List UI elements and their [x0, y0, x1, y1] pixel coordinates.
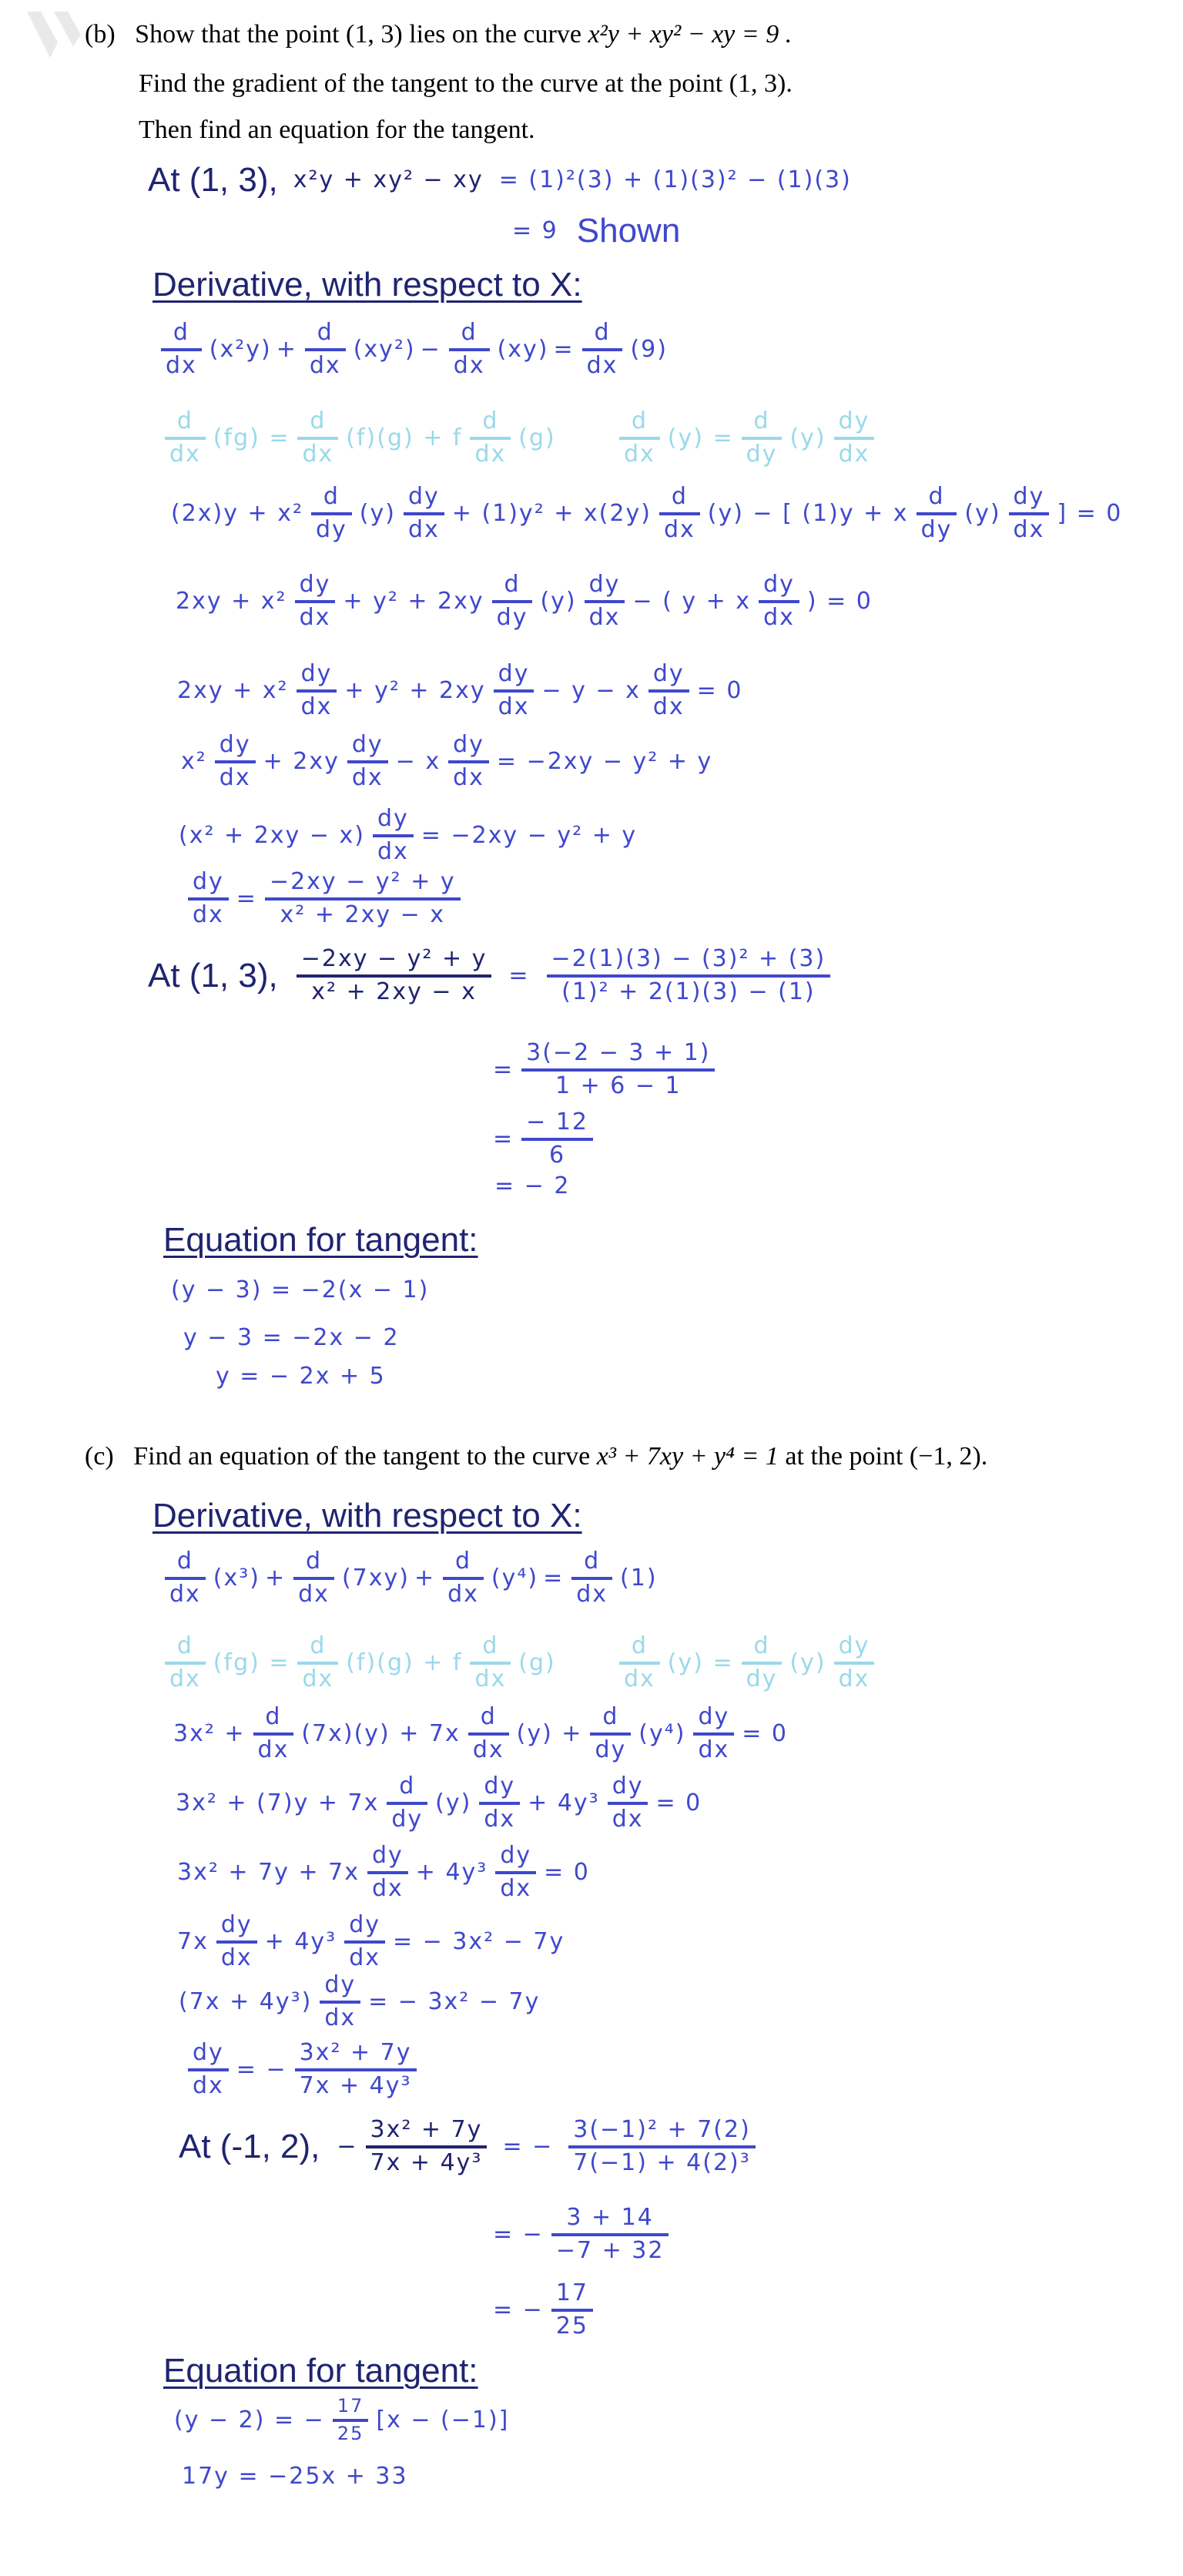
hint-den: dx [838, 440, 870, 468]
part-b-evaluate-row [148, 946, 833, 1005]
part-b-step4: 2xy + x² $\frac{dy}{dx}$ + y² + 2xy $\frac{dy}{dx}$ − y − x $\frac{dy}{dx}$ = 0 [177, 660, 743, 720]
dy-num: dy [193, 868, 224, 895]
expr: ) = 0 [806, 587, 873, 615]
term-num: d [584, 1548, 601, 1575]
part-b-tangent-line-2: y − 3 = −2x − 2 [183, 1324, 400, 1351]
expr: (2x)y + x² [171, 499, 303, 527]
expr: + 4y³ [415, 1858, 488, 1886]
expr-num: −2xy − y² + y [300, 945, 488, 972]
expr: + 2xy [263, 747, 340, 775]
part-b-tangent-line-3: y = − 2x + 5 [216, 1363, 386, 1390]
expr: + 4y³ [528, 1789, 600, 1816]
expr: (x² + 2xy − x) [179, 821, 365, 849]
hint-num: d [482, 408, 499, 434]
hint-den: dx [474, 440, 507, 468]
expr: 3x² + 7y + 7x [177, 1858, 360, 1886]
hint-arg: (f)(g) + f [346, 424, 463, 451]
expr: − x [395, 747, 441, 775]
minus-sign: − [337, 2132, 358, 2160]
expr: = −2xy − y² + y [421, 821, 638, 849]
simp-den: 1 + 6 − 1 [555, 1072, 682, 1099]
part-b-question-line2: Find the gradient of the tangent to the curve at the point (1, 3). [139, 69, 793, 98]
hint-num: d [482, 1632, 499, 1659]
part-c-label: (c) [85, 1442, 114, 1471]
hint-num: d [176, 408, 193, 434]
expr: = 0 [696, 676, 743, 704]
expr: − ( y + x [632, 587, 752, 615]
dy-num: dy [193, 2039, 224, 2066]
simp-den: 25 [555, 2312, 588, 2340]
hint-arg: (g) [518, 1649, 556, 1676]
equals: = [508, 961, 530, 989]
hint-arg: (g) [518, 424, 556, 451]
part-c-tangent-heading: Equation for tangent: [163, 2352, 478, 2390]
term-den: dx [586, 351, 618, 379]
part-b-step6: (x² + 2xy − x) $\frac{dy}{dx}$ = −2xy − y² + y [179, 805, 638, 865]
part-b-label: (b) [85, 20, 116, 49]
hint-den: dx [169, 440, 201, 468]
part-c-curve-equation: x³ + 7xy + y⁴ = 1 [596, 1442, 779, 1471]
simp-den: 6 [549, 1141, 566, 1169]
expr: (y) [435, 1789, 472, 1816]
expr: (y − 2) = − [174, 2406, 325, 2433]
simp-num: − 12 [526, 1109, 588, 1135]
expr: = − 3x² − 7y [392, 1927, 565, 1955]
expr: + y² + 2xy [343, 587, 484, 615]
expr: 3x² + [173, 1719, 246, 1747]
term-op: = [553, 335, 575, 363]
expr: (7x)(y) + 7x [301, 1719, 461, 1747]
expr: 7x [177, 1927, 209, 1955]
hint-den: dx [838, 1665, 870, 1692]
sub-den: (1)² + 2(1)(3) − (1) [561, 978, 816, 1005]
part-c-step6: (7x + 4y³) $\frac{dy}{dx}$ = − 3x² − 7y [179, 1971, 541, 2031]
equals: = − [236, 2055, 287, 2083]
hint-arg: (y) [789, 424, 826, 451]
verify-point-label: At (1, 3), [148, 161, 278, 199]
hint-num: dy [838, 1632, 870, 1659]
hint-den: dx [624, 1665, 655, 1692]
numerator: 3x² + 7y [299, 2039, 412, 2066]
part-c-question [85, 1444, 987, 1470]
hint-arg: (fg) = [213, 424, 290, 451]
part-c-derivative-heading: Derivative, with respect to X: [152, 1497, 582, 1535]
equals: = [236, 884, 257, 912]
part-b-step3: 2xy + x² $\frac{dy}{dx}$ + y² + 2xy $\frac{d}{dy}$ (y) $\frac{dy}{dx}$ − ( y + x $\frac{dy}{dx}$ ) = 0 [176, 571, 873, 631]
part-b-product-rule-hint [162, 408, 556, 468]
part-c-tangent-line-1 [174, 2396, 509, 2444]
hint-num: d [176, 1632, 193, 1659]
part-b-step7-derivative [185, 869, 464, 928]
term-arg: (xy) [497, 335, 549, 363]
term-op: + [265, 1564, 287, 1592]
expr: = −2xy − y² + y [496, 747, 713, 775]
part-c-product-rule-hint [162, 1633, 556, 1692]
part-b-verify-row [148, 163, 852, 197]
hint-den: dx [302, 1665, 334, 1692]
watermark-logo-icon [27, 12, 81, 69]
part-c-step7-derivative [185, 2040, 420, 2099]
term-arg: (xy²) [353, 335, 416, 363]
part-c-step5: 7x $\frac{dy}{dx}$ + 4y³ $\frac{dy}{dx}$ = − 3x² − 7y [177, 1911, 565, 1971]
hint-num: d [753, 408, 770, 434]
term-num: d [173, 319, 189, 346]
expr: = 0 [655, 1789, 702, 1816]
simp-num: 3(−2 − 3 + 1) [526, 1039, 711, 1066]
part-b-tangent-line-1: (y − 3) = −2(x − 1) [171, 1276, 430, 1303]
part-b-curve-equation: x²y + xy² − xy = 9 . [588, 20, 793, 49]
expr: + 4y³ [264, 1927, 337, 1955]
expr: 2xy + x² [176, 587, 287, 615]
expr: (y) + [516, 1719, 583, 1747]
term-op: + [276, 335, 297, 363]
hint-den: dy [746, 1665, 778, 1692]
term-op: − [420, 335, 441, 363]
expr: = 0 [544, 1858, 590, 1886]
term-den: dx [453, 351, 485, 379]
part-b-step2: (2x)y + x² $\frac{d}{dy}$ (y) $\frac{dy}{dx}$ + (1)y² + x(2y) $\frac{d}{dx}$ (y) − [ (1)y + x $\frac{d}{dy}$ (y) $\frac{dy}{dx}$ ] = 0 [171, 483, 1123, 543]
hint-num: d [310, 1632, 327, 1659]
slope-num: 17 [337, 2395, 364, 2417]
numerator: −2xy − y² + y [269, 868, 456, 895]
expr: − y − x [541, 676, 641, 704]
term-num: d [594, 319, 611, 346]
term-arg: (1) [620, 1564, 658, 1592]
part-b-tangent-heading: Equation for tangent: [163, 1221, 478, 1259]
part-c-question-suffix: at the point (−1, 2). [785, 1442, 988, 1471]
term-num: d [454, 1548, 472, 1575]
expr: (y) [964, 499, 1001, 527]
part-b-step1 [158, 320, 668, 379]
verify-shown-note: Shown [576, 212, 681, 250]
hint-den: dx [474, 1665, 507, 1692]
simp-den: −7 + 32 [555, 2236, 665, 2264]
part-b-simplify-1: = $\frac{3(-2 - 3 + 1)}{1 + 6 - 1}$ [493, 1040, 718, 1099]
part-b-question-line3: Then find an equation for the tangent. [139, 116, 535, 144]
hint-arg: (y) [789, 1649, 826, 1676]
part-b-verify-result [512, 214, 680, 248]
verify-result-value: = 9 [512, 217, 558, 244]
term-num: d [306, 1548, 323, 1575]
part-c-chain-rule-hint [616, 1633, 877, 1692]
part-b-gradient-result: = − 2 [494, 1172, 571, 1199]
expr-den: 7x + 4y³ [370, 2148, 483, 2176]
part-c-step3: 3x² + (7)y + 7x $\frac{d}{dy}$ (y) $\frac{dy}{dx}$ + 4y³ $\frac{dy}{dx}$ = 0 [176, 1773, 702, 1833]
part-c-evaluate-row [179, 2117, 759, 2176]
term-num: d [317, 319, 333, 346]
term-arg: (x²y) [209, 335, 272, 363]
simp-num: 17 [555, 2279, 588, 2306]
expr: + y² + 2xy [344, 676, 486, 704]
hint-arg: (f)(g) + f [346, 1649, 463, 1676]
expr-den: x² + 2xy − x [311, 978, 477, 1005]
term-num: d [461, 319, 478, 346]
slope-den: 25 [337, 2422, 364, 2444]
term-den: dx [166, 351, 197, 379]
hint-den: dx [169, 1665, 201, 1692]
hint-arg: (y) = [667, 1649, 734, 1676]
expr: (7x + 4y³) [179, 1987, 313, 2015]
hint-num: d [631, 1632, 648, 1659]
expr: (y) [540, 587, 577, 615]
part-c-step4: 3x² + 7y + 7x $\frac{dy}{dx}$ + 4y³ $\frac{dy}{dx}$ = 0 [177, 1842, 590, 1902]
term-num: d [176, 1548, 193, 1575]
part-b-derivative-heading: Derivative, with respect to X: [152, 266, 582, 304]
term-den: dx [169, 1580, 201, 1608]
sub-num: −2(1)(3) − (3)² + (3) [551, 945, 826, 972]
evaluate-point-label: At (-1, 2), [179, 2127, 320, 2165]
hint-den: dx [302, 440, 334, 468]
hint-num: d [753, 1632, 770, 1659]
expr: = − 3x² − 7y [368, 1987, 541, 2015]
hint-num: dy [838, 408, 870, 434]
hint-arg: (y) = [667, 424, 734, 451]
part-b-chain-rule-hint [616, 408, 877, 468]
term-arg: (x³) [213, 1564, 260, 1592]
expr: 3x² + (7)y + 7x [176, 1789, 380, 1816]
part-b-simplify-2: = $\frac{- 12}{6}$ [493, 1109, 596, 1169]
simp-num: 3 + 14 [566, 2204, 654, 2231]
hint-den: dy [746, 440, 778, 468]
expr: [x − (−1)] [376, 2406, 510, 2433]
expr: ] = 0 [1057, 499, 1123, 527]
part-b-question-prefix: Show that the point (1, 3) lies on the curve [135, 20, 581, 49]
denominator: 7x + 4y³ [299, 2071, 412, 2099]
term-den: dx [447, 1580, 479, 1608]
term-arg: (7xy) [341, 1564, 410, 1592]
expr: 2xy + x² [177, 676, 289, 704]
expr-num: 3x² + 7y [370, 2116, 483, 2143]
hint-num: d [310, 408, 327, 434]
equals: = − [502, 2132, 554, 2160]
part-c-gradient-result: = − $\frac{17}{25}$ [493, 2280, 596, 2340]
term-arg: (y⁴) [491, 1564, 539, 1592]
term-arg: (9) [630, 335, 668, 363]
hint-num: d [631, 408, 648, 434]
denominator: x² + 2xy − x [280, 901, 446, 928]
sub-num: 3(−1)² + 7(2) [573, 2116, 751, 2143]
expr: = 0 [742, 1719, 789, 1747]
term-den: dx [576, 1580, 608, 1608]
term-den: dx [309, 351, 341, 379]
expr: (y) [359, 499, 396, 527]
expr: (y) − [ (1)y + x [707, 499, 909, 527]
part-c-step2: 3x² + $\frac{d}{dx}$ (7x)(y) + 7x $\frac{d}{dx}$ (y) + $\frac{d}{dy}$ (y⁴) $\frac{dy}{dx}$ = 0 [173, 1703, 789, 1763]
verify-lhs: x²y + xy² − xy [293, 166, 484, 193]
term-op: = [543, 1564, 565, 1592]
verify-rhs: = (1)²(3) + (1)(3)² − (1)(3) [498, 166, 852, 193]
part-b-question-line1 [85, 22, 792, 48]
term-den: dx [298, 1580, 330, 1608]
part-c-step1 [162, 1548, 658, 1608]
part-c-question-prefix: Find an equation of the tangent to the curve [133, 1442, 591, 1471]
part-c-simplify-1: = − $\frac{3 + 14}{-7 + 32}$ [493, 2205, 672, 2264]
dx-den: dx [193, 901, 224, 928]
expr: x² [181, 747, 207, 775]
part-b-step5: x² $\frac{dy}{dx}$ + 2xy $\frac{dy}{dx}$ − x $\frac{dy}{dx}$ = −2xy − y² + y [181, 731, 713, 791]
sub-den: 7(−1) + 4(2)³ [573, 2148, 751, 2176]
expr: + (1)y² + x(2y) [451, 499, 652, 527]
hint-den: dx [624, 440, 655, 468]
expr: (y⁴) [638, 1719, 686, 1747]
hint-arg: (fg) = [213, 1649, 290, 1676]
part-c-tangent-line-2: 17y = −25x + 33 [182, 2463, 408, 2490]
term-op: + [414, 1564, 436, 1592]
evaluate-point-label: At (1, 3), [148, 956, 278, 995]
dx-den: dx [193, 2071, 224, 2099]
